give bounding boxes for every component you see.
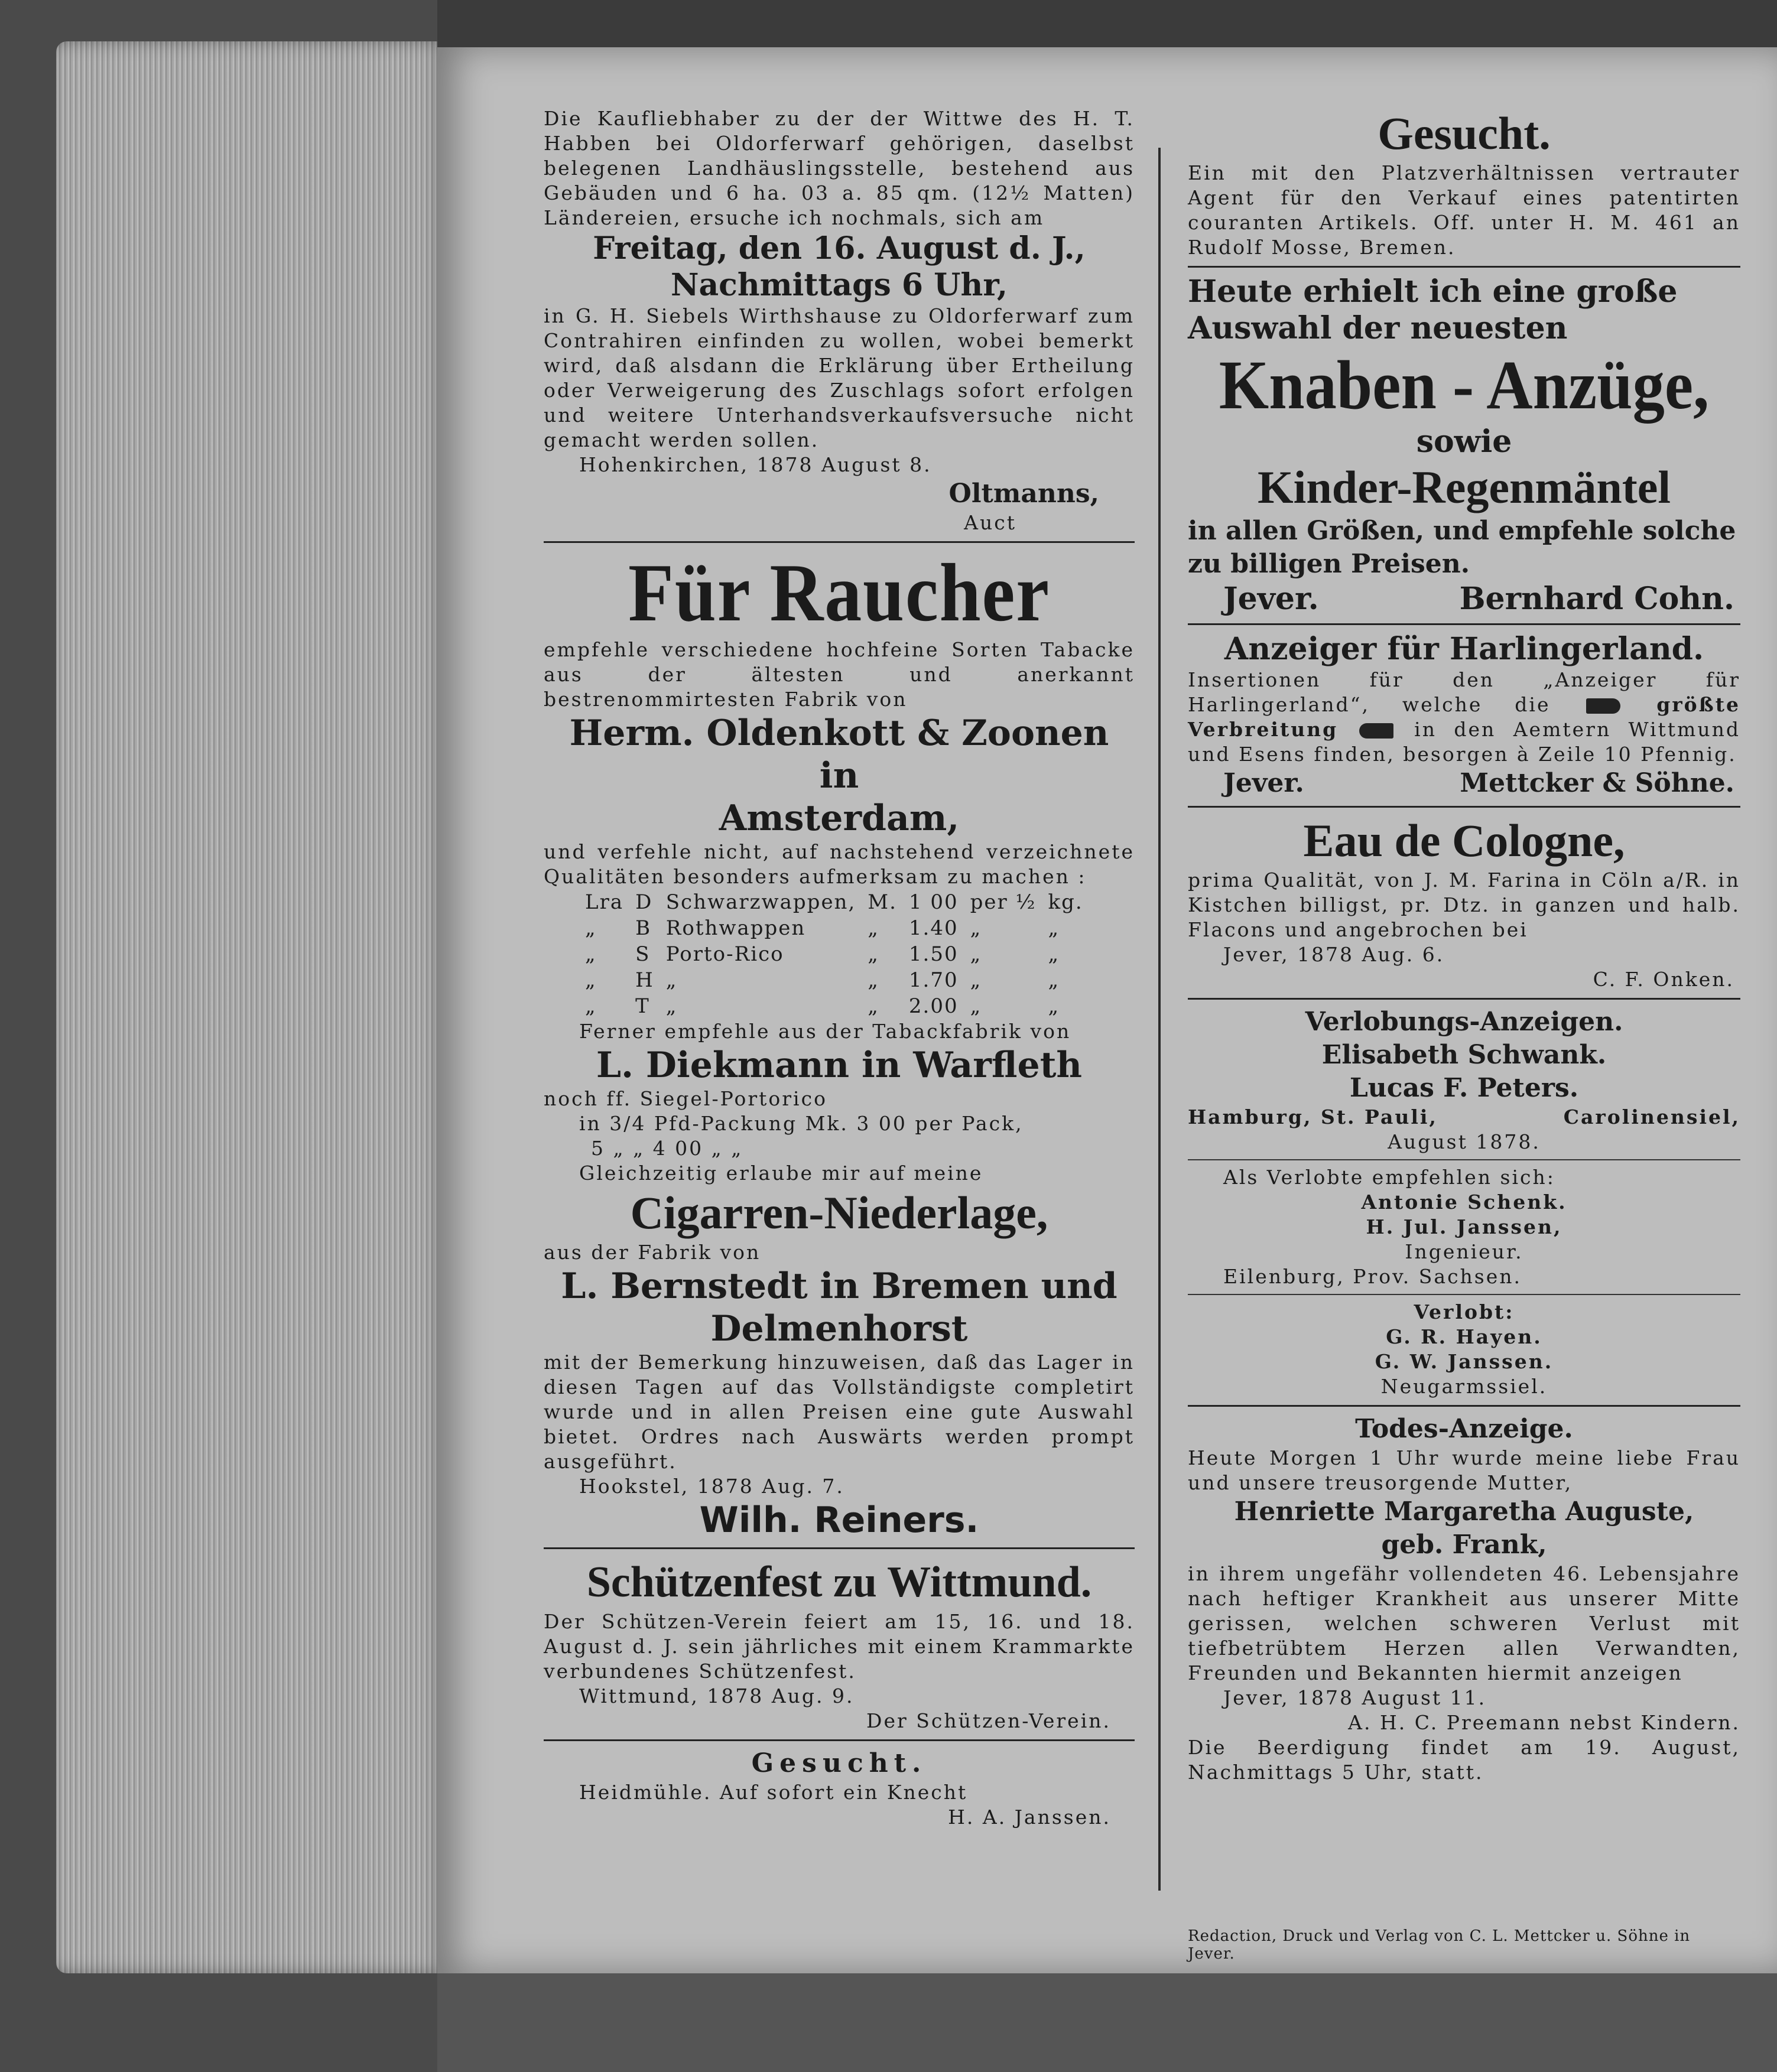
cologne-signature: C. F. Onken.	[1593, 968, 1734, 991]
verlobung-name-4: H. Jul. Janssen,	[1366, 1215, 1562, 1238]
table-cell: 1.40	[908, 916, 959, 940]
gesucht-title-right: Gesucht.	[1378, 108, 1551, 159]
verlobung-place-3: Eilenburg, Prov. Sachsen.	[1223, 1265, 1522, 1288]
divider	[1188, 1159, 1740, 1160]
auction-date: Freitag, den 16. August d. J.,	[593, 230, 1086, 266]
schuetzen-place: Wittmund, 1878 Aug. 9.	[579, 1684, 855, 1707]
auction-place: Hohenkirchen, 1878 August 8.	[579, 453, 932, 476]
schuetzen-signature: Der Schützen-Verein.	[866, 1709, 1111, 1732]
raucher-firm-2: L. Diekmann in Warfleth	[596, 1045, 1083, 1086]
auction-body-2: in G. H. Siebels Wirthshause zu Oldorferwarf zum Contrahiren einfinden zu wollen, wobei bemerkt wird, daß alsdann die Erklärung über Ertheilung oder Verweigerung des Zuschlags sofort erfolgen und weitere Unterhandsverkaufsversuche nicht gemacht werden sollen.	[544, 304, 1135, 451]
anzeiger-place: Jever.	[1223, 768, 1304, 798]
verlobung-name-6: G. W. Janssen.	[1375, 1350, 1554, 1373]
table-cell: kg.	[1048, 890, 1083, 914]
table-cell: M.	[868, 890, 897, 914]
auction-body: Die Kaufliebhaber zu der der Wittwe des H. T. Habben bei Oldorferwarf gehörigen, daselbst belegenen Landhäuslingsstelle, bestehend aus Gebäuden und 6 ha. 03 a. 85 qm. (12½ Matten) Ländereien, ersuche ich nochmals, sich am	[544, 107, 1135, 229]
divider	[1188, 1294, 1740, 1295]
table-cell: „	[868, 968, 879, 992]
divider	[1188, 1405, 1740, 1407]
schuetzen-body: Der Schützen-Verein feiert am 15, 16. und 18. August d. J. sein jährliches mit einem Krammarkte verbundenes Schützenfest.	[544, 1610, 1135, 1683]
table-cell: „	[585, 916, 597, 940]
anzeiger-title: Anzeiger für Harlingerland.	[1224, 631, 1704, 667]
table-cell: 1.50	[908, 942, 959, 966]
table-cell: „	[585, 994, 597, 1018]
cologne-body: prima Qualität, von J. M. Farina in Cöln a/R. in Kistchen billigst, pr. Dtz. in ganzen und halb. Flacons und angebrochen bei	[1188, 869, 1740, 941]
anzeiger-body-1: Insertionen für den „Anzeiger für Harlingerland“, welche die	[1188, 668, 1740, 716]
todes-notice	[1188, 1413, 1740, 1785]
todes-body-2: in ihrem ungefähr vollendeten 46. Lebensjahre nach heftiger Krankheit aus unserer Mitte gerissen, welchen schweren Verlust mit tiefbetrübtem Herzen allen Verwandten, Freunden und Bekannten hiermit anzeigen	[1188, 1562, 1740, 1684]
table-cell: „	[585, 968, 597, 992]
anzeiger-advert	[1188, 631, 1740, 800]
todes-name: Henriette Margaretha Auguste,	[1234, 1497, 1694, 1527]
knaben-advert	[1188, 274, 1740, 617]
gesucht-notice-right	[1188, 106, 1740, 260]
table-cell: 1.70	[908, 968, 959, 992]
table-cell: „	[585, 942, 597, 966]
table-row	[579, 915, 1089, 941]
pointing-hand-icon	[1359, 723, 1393, 739]
table-cell: Porto-Rico	[665, 942, 784, 966]
verlobung-name-5: G. R. Hayen.	[1386, 1325, 1542, 1348]
verlobung-role: Ingenieur.	[1405, 1240, 1523, 1263]
table-cell: Lra	[585, 890, 624, 914]
anzeiger-body-2: größte Verbreitung	[1188, 693, 1740, 741]
table-row	[579, 889, 1089, 915]
raucher-pack-2: 5 „ „ 4 00 „ „	[591, 1137, 743, 1160]
verlobung-verlobt: Verlobt:	[1414, 1300, 1515, 1323]
left-column	[544, 106, 1135, 1830]
raucher-ferner: Ferner empfehle aus der Tabackfabrik von	[579, 1020, 1071, 1043]
raucher-advert	[544, 549, 1135, 1541]
anzeiger-body-3: in den Aemtern Wittmund und Esens finden, besorgen à Zeile 10 Pfennig.	[1188, 718, 1740, 766]
anzeiger-signature: Mettcker & Söhne.	[1460, 768, 1734, 798]
divider	[544, 1739, 1135, 1741]
table-cell: „	[1048, 916, 1060, 940]
gesucht-notice-left	[544, 1747, 1135, 1830]
table-cell: „	[868, 994, 879, 1018]
todes-body-3: Die Beerdigung findet am 19. August, Nachmittags 5 Uhr, statt.	[1188, 1736, 1740, 1784]
column-divider	[1158, 148, 1161, 1891]
raucher-text: und verfehle nicht, auf nachstehend verzeichnete Qualitäten besonders aufmerksam zu machen :	[544, 840, 1135, 888]
verlobung-name-2: Lucas F. Peters.	[1349, 1073, 1579, 1103]
raucher-signature: Wilh. Reiners.	[699, 1499, 979, 1541]
schuetzen-title: Schützenfest zu Wittmund.	[586, 1558, 1092, 1606]
table-cell: H	[635, 968, 654, 992]
knaben-title: Knaben - Anzüge,	[1219, 346, 1710, 424]
verlobung-place-2: Carolinensiel,	[1563, 1105, 1740, 1128]
table-cell: „	[868, 942, 879, 966]
table-row	[579, 993, 1089, 1019]
right-column	[1188, 106, 1740, 1785]
cologne-place: Jever, 1878 Aug. 6.	[1223, 943, 1445, 966]
verlobung-date: August 1878.	[1388, 1130, 1541, 1153]
divider	[1188, 623, 1740, 625]
table-cell: S	[635, 942, 651, 966]
raucher-firm-3b: Delmenhorst	[710, 1308, 968, 1349]
verlobung-places	[1188, 1105, 1740, 1130]
todes-signature: A. H. C. Preemann nebst Kindern.	[1348, 1711, 1740, 1734]
table-row	[579, 941, 1089, 967]
divider	[544, 541, 1135, 543]
cologne-title: Eau de Cologne,	[1303, 815, 1625, 866]
knaben-sowie: sowie	[1416, 424, 1512, 460]
gesucht-body-right: Ein mit den Platzverhältnissen vertrauter Agent für den Verkauf eines patentirten couranten Artikels. Off. unter H. M. 461 an Rudolf Mosse, Bremen.	[1188, 161, 1740, 259]
knaben-body: in allen Größen, und empfehle solche zu billigen Preisen.	[1188, 516, 1736, 579]
table-row	[579, 967, 1089, 993]
book-page-edges	[56, 41, 446, 1973]
verlobung-place-1: Hamburg, St. Pauli,	[1188, 1105, 1438, 1128]
verlobung-title: Verlobungs-Anzeigen.	[1305, 1007, 1623, 1037]
table-cell: „	[1048, 994, 1060, 1018]
table-cell: „	[970, 968, 982, 992]
raucher-firm: Herm. Oldenkott & Zoonen in	[569, 713, 1109, 796]
table-cell: 1 00	[908, 890, 959, 914]
table-cell: „	[665, 968, 678, 992]
verlobung-als: Als Verlobte empfehlen sich:	[1223, 1166, 1555, 1189]
gesucht-line-left: Heidmühle. Auf sofort ein Knecht	[579, 1781, 968, 1804]
todes-place: Jever, 1878 August 11.	[1223, 1686, 1487, 1709]
todes-geb: geb. Frank,	[1381, 1530, 1547, 1560]
knaben-intro: Heute erhielt ich eine große Auswahl der neuesten	[1188, 274, 1678, 346]
auction-role: Auct	[964, 511, 1016, 534]
knaben-signature: Bernhard Cohn.	[1459, 581, 1734, 617]
verlobung-name-3: Antonie Schenk.	[1361, 1190, 1567, 1214]
kinder-title: Kinder-Regenmäntel	[1258, 461, 1671, 513]
imprint: Redaction, Druck und Verlag von C. L. Mettcker u. Söhne in Jever.	[1188, 1927, 1691, 1963]
auction-notice	[544, 106, 1135, 535]
table-cell: „	[1048, 968, 1060, 992]
raucher-pack-1: in 3/4 Pfd-Packung Mk. 3 00 per Pack,	[579, 1112, 1024, 1135]
divider	[544, 1547, 1135, 1549]
table-cell: „	[970, 916, 982, 940]
raucher-noch: noch ff. Siegel-Portorico	[544, 1087, 827, 1110]
raucher-place: Hookstel, 1878 Aug. 7.	[579, 1475, 844, 1498]
divider	[1188, 806, 1740, 808]
tobacco-price-table	[579, 889, 1089, 1019]
pointing-hand-icon	[1586, 698, 1620, 714]
verlobung-place-4: Neugarmssiel.	[1380, 1375, 1548, 1398]
gesucht-title-left: Gesucht.	[751, 1748, 927, 1778]
table-cell: „	[1048, 942, 1060, 966]
table-cell: T	[635, 994, 650, 1018]
divider	[1188, 998, 1740, 1000]
divider	[1188, 266, 1740, 268]
table-cell: „	[970, 994, 982, 1018]
raucher-firm-3: L. Bernstedt in Bremen und	[561, 1266, 1117, 1307]
table-cell: Rothwappen	[665, 916, 806, 940]
table-cell: 2.00	[908, 994, 959, 1018]
table-cell: B	[635, 916, 652, 940]
anzeiger-signature-row	[1188, 767, 1740, 800]
raucher-body: mit der Bemerkung hinzuweisen, daß das Lager in diesen Tagen auf das Vollständigste completirt wurde und in allen Preisen eine gute Auswahl bietet. Ordres nach Auswärts werden prompt ausgeführt.	[544, 1351, 1135, 1473]
auction-time: Nachmittags 6 Uhr,	[670, 267, 1008, 303]
cologne-advert	[1188, 814, 1740, 992]
cigar-store-title: Cigarren-Niederlage,	[630, 1187, 1048, 1238]
table-cell: „	[868, 916, 879, 940]
knaben-place: Jever.	[1223, 581, 1319, 617]
raucher-intro: empfehle verschiedene hochfeine Sorten Tabacke aus der ältesten und anerkannt bestrenommirtesten Fabrik von	[544, 638, 1135, 711]
verlobung-name-1: Elisabeth Schwank.	[1321, 1040, 1607, 1070]
verlobung-notice	[1188, 1006, 1740, 1399]
raucher-city: Amsterdam,	[719, 798, 960, 839]
gesucht-signature-left: H. A. Janssen.	[948, 1806, 1111, 1829]
raucher-gleich: Gleichzeitig erlaube mir auf meine	[579, 1162, 983, 1185]
schuetzenfest-notice	[544, 1555, 1135, 1733]
auction-signature: Oltmanns,	[948, 479, 1099, 509]
knaben-signature-row	[1188, 581, 1740, 617]
table-cell: per ½	[970, 890, 1037, 914]
table-cell: „	[665, 994, 678, 1018]
raucher-aus: aus der Fabrik von	[544, 1241, 761, 1264]
raucher-title: Für Raucher	[628, 547, 1050, 639]
todes-body-1: Heute Morgen 1 Uhr wurde meine liebe Frau und unsere treusorgende Mutter,	[1188, 1446, 1740, 1494]
todes-title: Todes-Anzeige.	[1355, 1414, 1573, 1444]
scan-background-top	[437, 0, 1777, 47]
table-cell: „	[970, 942, 982, 966]
table-cell: Schwarzwappen,	[665, 890, 856, 914]
table-cell: D	[635, 890, 653, 914]
scan-background-bottom	[437, 1973, 1777, 2072]
